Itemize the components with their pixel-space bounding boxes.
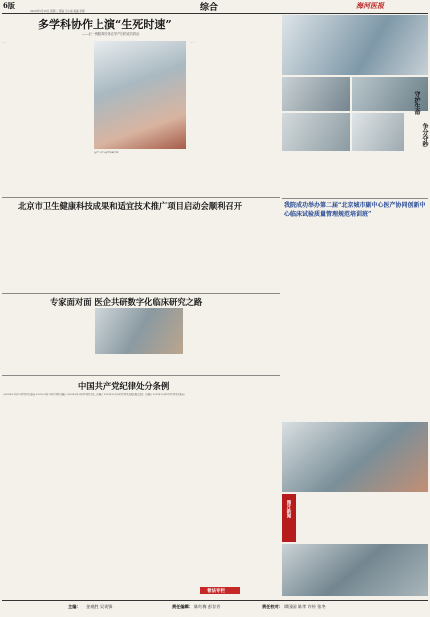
- article2-col-3: [188, 212, 280, 292]
- article1-body-b: ……: [190, 41, 195, 44]
- footer-proof-label: 责任校对：: [262, 604, 283, 609]
- vertical-title-2: 争分夺秒: [421, 123, 428, 147]
- article1-caption: 医护人员与患者家属合影。: [94, 151, 121, 154]
- article5-col-1: [2, 404, 90, 596]
- article5-col-3: [188, 404, 280, 596]
- article5-intro: （2003年12月31日中共中央发布 2015年10月12日中共中央修订 2018年8月18日中共中央第二次修订 2023年12月19日中共中央政治局会议第三次修订 2023年12月27日中共中央发布）: [2, 393, 186, 396]
- picture-news-text-2: [362, 494, 428, 540]
- side-photo-mid-left: [282, 77, 350, 111]
- side-photo-top: [282, 15, 428, 75]
- masthead-rule: [2, 13, 428, 14]
- picture-news-photo-1: [282, 422, 428, 492]
- article4-title: 专家面对面 医企共研数字化临床研究之路: [50, 297, 203, 307]
- legal-column-banner: 普法专栏: [200, 587, 240, 594]
- footer-rule: [2, 600, 428, 601]
- article4-photo: [95, 308, 183, 354]
- picture-news-photo-2: [282, 544, 428, 596]
- picture-news-tag: 图片新闻: [282, 494, 296, 542]
- article1-subtitle: ——记一例脓毒性休克孕产妇的成功救治: [82, 32, 140, 36]
- article-multidisciplinary: [2, 15, 280, 205]
- article1-photo: [94, 41, 186, 149]
- picture-news: [282, 420, 428, 598]
- article2-title: 北京市卫生健康科技成果和适宜技术推广项目启动会顺利召开: [18, 201, 243, 211]
- vertical-title-1: 守护生命: [413, 91, 420, 115]
- article5-col-2: [95, 404, 183, 596]
- page-number: 6版: [3, 1, 15, 10]
- footer-editor-label: 主编：: [68, 604, 81, 609]
- footer-editor: 金观胜 吴英锋: [86, 604, 113, 609]
- footer-proof: 谭国园 陈孝 许传 张冬: [284, 604, 326, 609]
- article1-title: 多学科协作上演“生死时速”: [38, 18, 172, 31]
- article3-col-2: [356, 223, 428, 417]
- footer-duty-editor-label: 责任编辑：: [172, 604, 193, 609]
- footer-duty-editor: 陈红梅 彭存芳: [194, 604, 221, 609]
- article2-col-2: [95, 212, 183, 292]
- side-photo-column: [282, 15, 428, 205]
- date-line: 2024年5月28日 星期二 责编 王小丽 美编 李刚: [30, 10, 85, 13]
- article3-col-1: [282, 223, 352, 417]
- article-discipline-regulations: [2, 376, 280, 598]
- article1-body-a: ……: [2, 41, 7, 44]
- article5-title: 中国共产党纪律处分条例: [78, 381, 170, 391]
- picture-news-text-1: [299, 494, 359, 540]
- masthead: [0, 0, 430, 14]
- side-photo-bottom-mid: [352, 113, 404, 151]
- side-photo-bottom-left: [282, 113, 350, 151]
- article-gcp-training: [282, 199, 428, 419]
- article4-col-3: [188, 308, 280, 360]
- article3-title: 我院成功举办第二届“北京城市副中心医产协同创新中心临床试验质量管理规范培训班”: [284, 202, 426, 218]
- article2-col-1: [2, 212, 90, 292]
- brand-logo: 海河医报: [356, 1, 384, 10]
- section-title: 综合: [200, 3, 219, 13]
- article4-col-1: [2, 308, 90, 360]
- footer: [0, 602, 430, 617]
- article-beijing-health: [2, 198, 280, 294]
- article-expert-face-to-face: [2, 294, 280, 374]
